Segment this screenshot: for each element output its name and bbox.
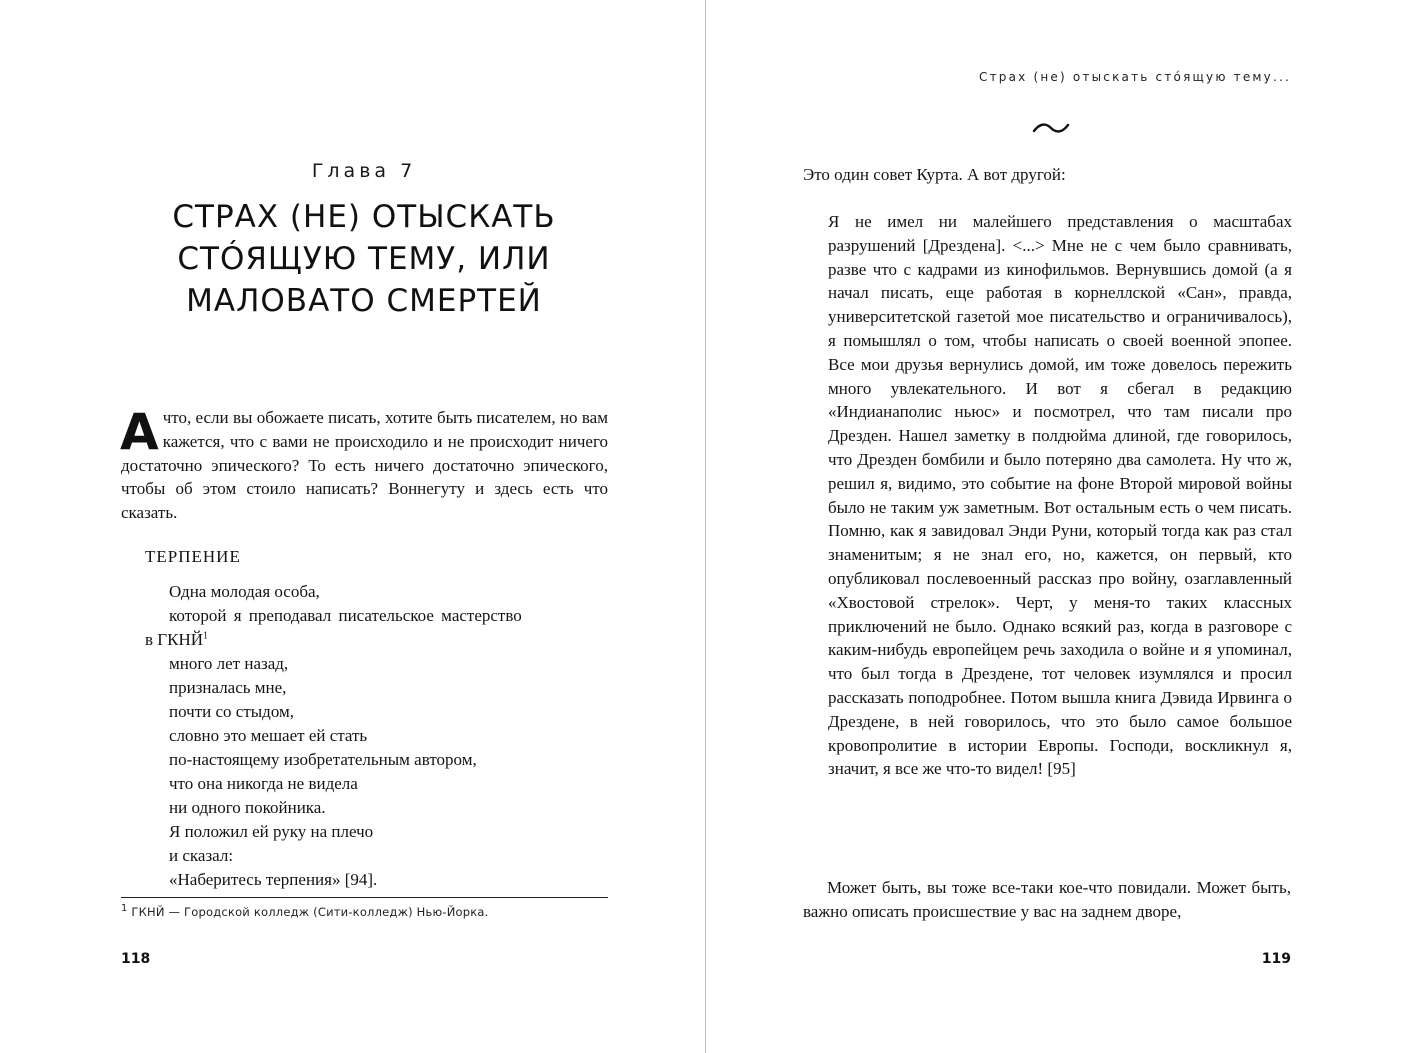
poem-quote [145, 580, 522, 892]
page-number-right: 119 [1261, 951, 1291, 967]
intro-text: что, если вы обожаете писать, хотите быть писателем, но вам кажется, что с вами не происходило и не происходит ничего достаточно эпического? То есть ничего достаточно эпического, чтобы об этом стоило написать? Воннегуту и здесь есть что сказать. [121, 408, 608, 523]
drop-cap: А [120, 403, 159, 461]
poem-line: Я положил ей руку на плечо [169, 822, 374, 841]
page-number-left: 118 [121, 951, 151, 967]
footnote-divider [121, 897, 608, 898]
chapter-title-line: СТÓЯЩУЮ ТЕМУ, ИЛИ [177, 241, 551, 277]
poem-line: призналась мне, [169, 678, 287, 697]
poem-line [145, 628, 522, 652]
poem-line: которой я преподавал писательское мастерство [169, 606, 522, 625]
chapter-label: Глава 7 [311, 160, 417, 182]
poem-line: по-настоящему изобретательным автором, [169, 750, 477, 769]
section-title: ТЕРПЕНИЕ [145, 547, 241, 566]
block-quote: Я не имел ни малейшего представления о масштабах разрушений [Дрездена]. <...> Мне не с чем было сравнивать, разве что с кадрами из кинофильмов. Вернувшись домой (а я начал писать, еще работая в корнеллской «Сан», правда, университетской газетой мое писательство и ограничивалось), я помышлял о том, чтобы написать о своей военной эпопее. Все мои друзья вернулись домой, им тоже довелось пережить много увлекательного. И вот я сбегал в редакцию «Индианаполис ньюс» и посмотрел, что там писали про Дрезден. Нашел заметку в полдюйма длиной, где говорилось, что Дрезден бомбили и было потеряно два самолета. Ну что ж, решил я, видимо, это событие на фоне Второй мировой войны было не таким уж заметным. Вот остальным есть о чем писать. Помню, как я завидовал Энди Руни, который тогда как раз стал знаменитым; я не знал его, но, кажется, он первый, кто опубликовал послевоенный рассказ про войну, озаглавленный «Хвостовой стрелок». Черт, у меня-то таких классных приключений не было. Однако всякий раз, когда в разговоре с каким-нибудь европейцем речь заходила о войне и я упоминал, что был тогда в Дрездене, тот человек изумлялся и просил рассказать поподробнее. Потом вышла книга Дэвида Ирвинга о Дрездене, в ней говорилось, что это было самое большое кровопролитие в истории Европы. Господи, воскликнул я, значит, я все же что-то видел! [95] [828, 212, 1292, 779]
intro-paragraph [120, 403, 608, 525]
running-head: Страх (не) отыскать стóящую тему... [979, 70, 1291, 84]
paragraph [803, 876, 1291, 924]
chapter-title-line: МАЛОВАТО СМЕРТЕЙ [186, 283, 542, 319]
chapter-title [0, 196, 728, 322]
right-page [706, 0, 1410, 1053]
poem-line: и сказал: [169, 846, 234, 865]
poem-line: «Наберитесь терпения» [94]. [169, 870, 378, 889]
footnote-marker: 1 [203, 630, 208, 642]
footnote [121, 905, 608, 919]
poem-line: что она никогда не видела [169, 774, 358, 793]
poem-line: много лет назад, [169, 654, 289, 673]
tilde-swash-icon [1031, 118, 1071, 138]
poem-line: ни одного покойника. [169, 798, 326, 817]
footnote-text: ГКНЙ — Городской колледж (Сити-колледж) Нью-Йорка. [131, 905, 489, 919]
chapter-title-line: СТРАХ (НЕ) ОТЫСКАТЬ [172, 199, 556, 235]
poem-line: почти со стыдом, [169, 702, 295, 721]
poem-line: Одна молодая особа, [169, 582, 320, 601]
paragraph-text: Это один совет Курта. А вот другой: [803, 165, 1066, 184]
footnote-number: 1 [121, 903, 128, 915]
poem-line: словно это мешает ей стать [169, 726, 368, 745]
poem-line-text: в ГКНЙ [145, 630, 203, 649]
paragraph [803, 163, 1291, 187]
paragraph-text: Может быть, вы тоже все-таки кое-что повидали. Может быть, важно описать происшествие у вас на заднем дворе, [803, 878, 1291, 921]
